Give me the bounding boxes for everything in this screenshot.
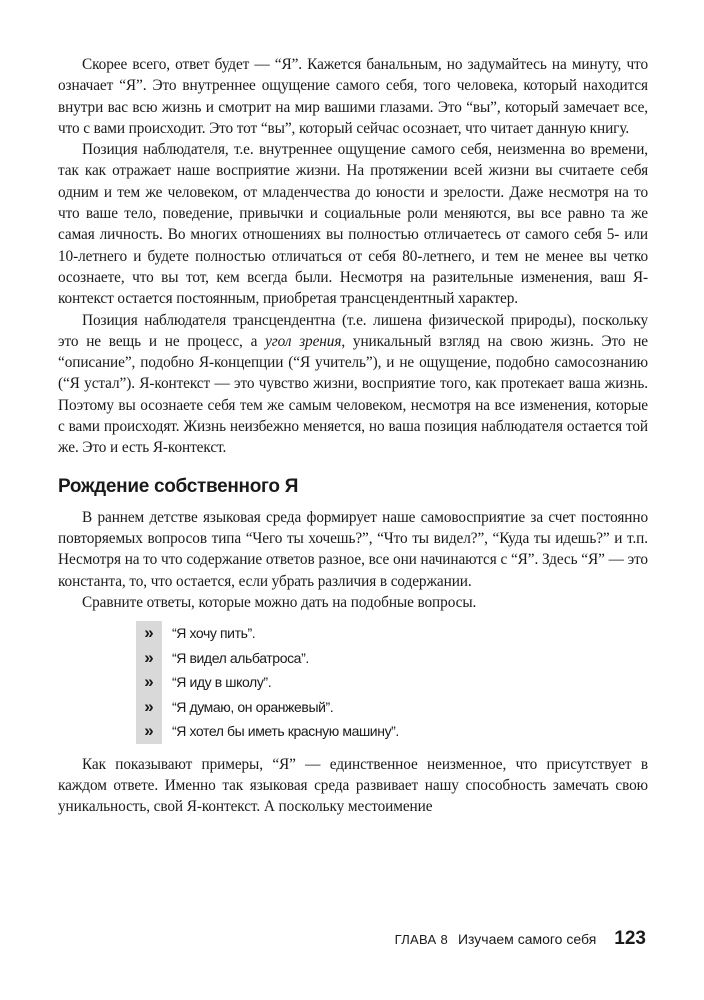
list-item — [136, 670, 648, 695]
paragraph: В раннем детстве языковая среда формирует наше самовосприятие за счет постоянно повторяемых вопросов типа “Чего ты хочешь?”, “Что ты видел?”, “Куда ты идешь?” и т.п. Несмотря на то что содержание ответов разное, все они начинаются с “Я”. Здесь “Я” — это константа, то, что остается, если убрать различия в содержании. — [58, 508, 648, 590]
paragraph: Позиция наблюдателя, т.е. внутреннее ощущение самого себя, неизменна во времени, так как отражает наше восприятие жизни. На протяжении всей жизни вы считаете себя одним и тем же человеком, от младенчества до юности и зрелости. Даже несмотря на то что ваше тело, поведение, привычки и социальные роли меняются, вы все равно та же самая личность. Во многих отношениях вы полностью отличаетесь от самого себя 5- или 10-летнего и будете полностью отличаться от себя 80-летнего, и тем не менее вы четко осознаете, что вы тот, кем всегда были. Несмотря на разительные изменения, ваш Я-контекст остается постоянным, приобретая трансцендентный характер. — [58, 141, 648, 308]
list-item-text: “Я думаю, он оранжевый”. — [172, 698, 334, 715]
paragraph-text: , уникальный взгляд на свою жизнь. Это не “описание”, подобно Я-концепции (“Я учитель”), и не ощущение, подобно самосознанию (“Я устал”). Я-контекст — это чувство жизни, восприятие того, как протекает ваша жизнь. Поэтому вы осознаете себя тем же самым человеком, несмотря на все изменения, которые с вами происходят. Жизнь неизбежно меняется, но ваша позиция наблюдателя остается той же. Это и есть Я-контекст. — [58, 332, 648, 457]
bullet-icon: » — [136, 621, 162, 646]
paragraph: Как показывают примеры, “Я” — единственное неизменное, что присутствует в каждом ответе. Именно так языковая среда развивает нашу способность замечать свою уникальность, свой Я-контекст. А поскольку местоимение — [58, 755, 648, 816]
page-footer — [395, 928, 646, 950]
bullet-icon: » — [136, 646, 162, 671]
chapter-title: Изучаем самого себя — [457, 931, 597, 947]
list-item — [136, 695, 648, 720]
chapter-label: ГЛАВА 8 — [394, 932, 448, 947]
list-item-text: “Я хочу пить”. — [172, 625, 256, 642]
list-item — [136, 719, 648, 744]
bullet-icon: » — [136, 719, 162, 744]
section-heading: Рождение собственного Я — [58, 475, 299, 497]
list-item-text: “Я иду в школу”. — [172, 674, 272, 691]
bullet-icon: » — [136, 670, 162, 695]
paragraph-text: Позиция наблюдателя трансцендентна (т.е. лишена физической природы), поскольку это не вещь и не процесс, а — [58, 311, 648, 350]
example-list — [136, 621, 648, 744]
list-item-text: “Я хотел бы иметь красную машину”. — [172, 723, 399, 740]
page-number: 123 — [614, 928, 646, 949]
emphasis-text: угол зрения — [265, 332, 342, 350]
paragraph — [58, 310, 648, 459]
paragraph: Сравните ответы, которые можно дать на подобные вопросы. — [82, 593, 477, 611]
list-item-text: “Я видел альбатроса”. — [172, 649, 309, 666]
list-item — [136, 646, 648, 671]
list-item — [136, 621, 648, 646]
paragraph: Скорее всего, ответ будет — “Я”. Кажется банальным, но задумайтесь на минуту, что означает “Я”. Это внутреннее ощущение самого себя, того человека, который находится внутри вас всю жизнь и смотрит на мир вашими глазами. Это “вы”, который замечает все, что с вами происходит. Это тот “вы”, который сейчас осознает, что читает данную книгу. — [58, 56, 648, 137]
bullet-icon: » — [136, 695, 162, 720]
page-body — [58, 54, 648, 818]
